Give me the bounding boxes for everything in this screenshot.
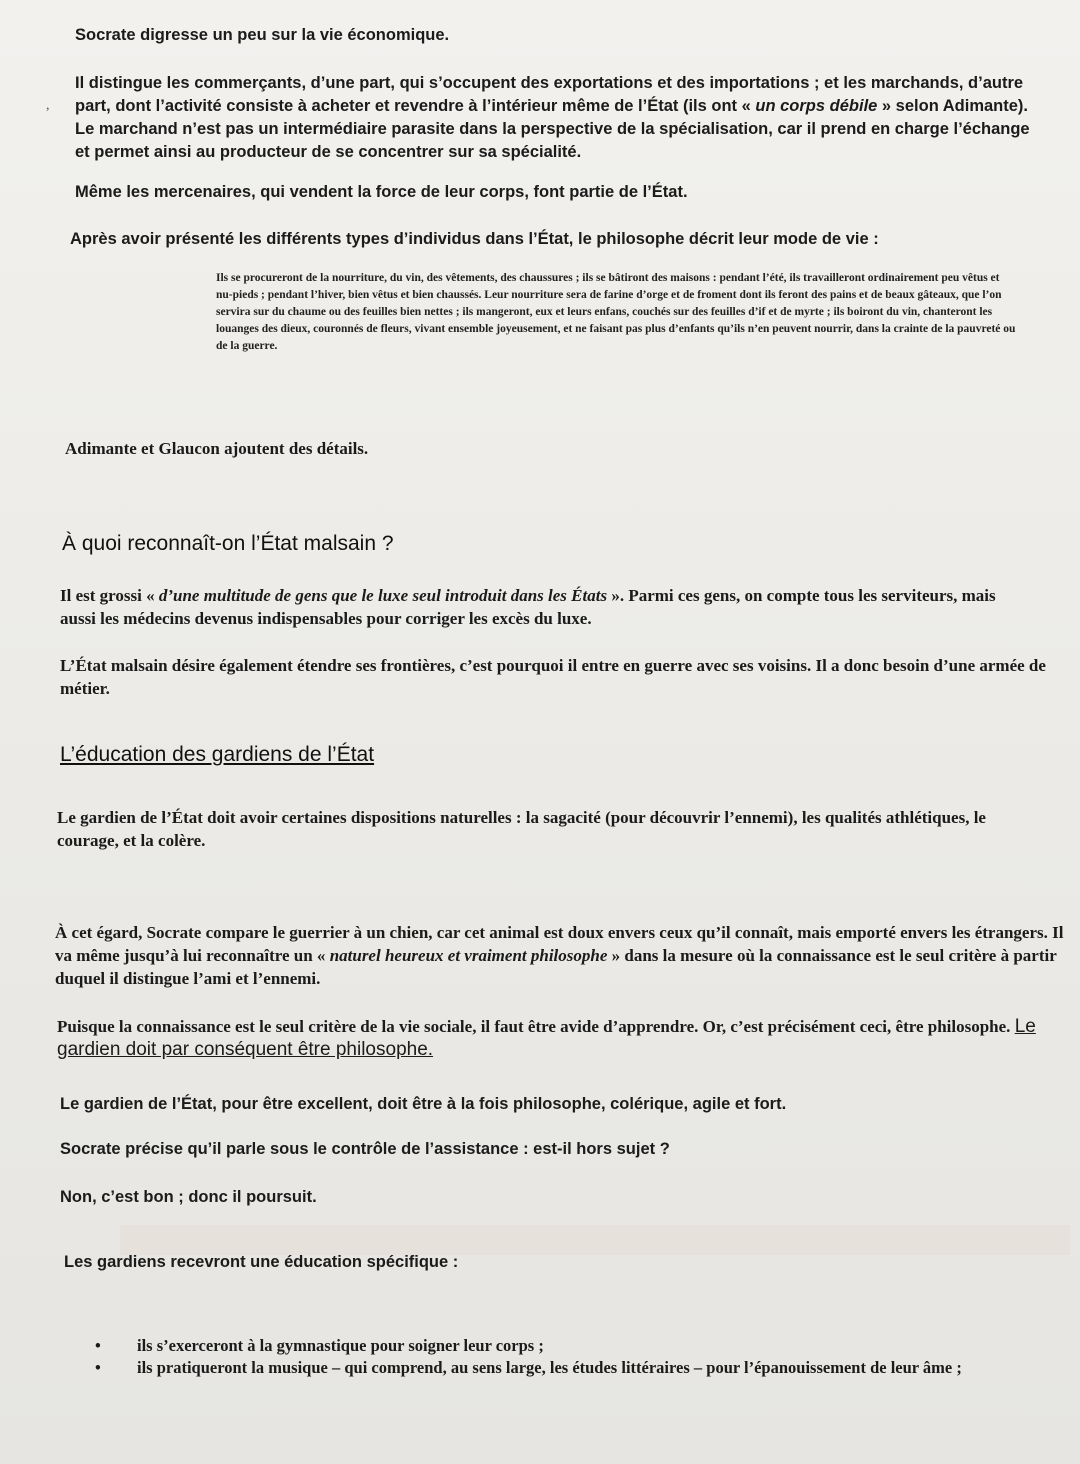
paragraph-connaissance-underlined: Le gardien doit par conséquent être philosophe. — [57, 1016, 1036, 1060]
paragraph-excellent: Le gardien de l’État, pour être excellent, doit être à la fois philosophe, colérique, agile et fort. — [60, 1095, 787, 1113]
paragraph-commerce — [75, 72, 1045, 164]
paragraph-commerce-a: Il distingue les commerçants, d’une part, qui s’occupent des exportations et des importations ; et les marchands, d’autre part, dont l’activité consiste à acheter et revendre à l’intérieur même de l’État (ils ont « — [75, 74, 1024, 115]
paragraph-chien-em: naturel heureux et vraiment philosophe — [329, 946, 608, 965]
paragraph-education-specifique: Les gardiens recevront une éducation spécifique : — [64, 1253, 459, 1271]
paragraph-chien-b: » dans la mesure où la connaissance est le seul critère à partir duquel il distingue l’ami et l’ennemi. — [55, 946, 1057, 988]
bullet-icon: • — [95, 1358, 101, 1377]
paragraph-grossi-em: d’une multitude de gens que le luxe seul introduit dans les États — [158, 586, 608, 605]
heading-education-gardiens: L’éducation des gardiens de l’État — [60, 743, 375, 766]
paragraph-commerce-em: un corps débile — [755, 97, 878, 115]
paragraph-frontieres: L’État malsain désire également étendre ses frontières, c’est pourquoi il entre en guerre avec ses voisins. Il a donc besoin d’une armée de métier. — [60, 656, 1046, 698]
paragraph-commerce-b: » selon Adimante). Le marchand n’est pas un intermédiaire parasite dans la perspective de la spécialisation, car il prend en charge l’échange et permet ainsi au producteur de se concentrer sur sa spécialité. — [75, 97, 1030, 161]
list-item — [95, 1357, 1045, 1379]
paragraph-grossi — [60, 584, 1020, 630]
paragraph-connaissance-a: Puisque la connaissance est le seul critère de la vie sociale, il faut être avide d’apprendre. Or, c’est précisément ceci, être philosophe. — [57, 1017, 1011, 1036]
paragraph-chien — [55, 921, 1065, 990]
paragraph-dispositions: Le gardien de l’État doit avoir certaines dispositions naturelles : la sagacité (pour découvrir l’ennemi), les qualités athlétiques, le courage, et la colère. — [57, 808, 986, 850]
list-item — [95, 1335, 1045, 1357]
list-item-text: ils s’exerceront à la gymnastique pour soigner leur corps ; — [137, 1336, 544, 1355]
paragraph-mercenaires: Même les mercenaires, qui vendent la force de leur corps, font partie de l’État. — [75, 183, 688, 201]
paragraph-grossi-a: Il est grossi « — [60, 586, 159, 605]
education-list — [95, 1335, 1045, 1379]
paragraph-controle: Socrate précise qu’il parle sous le contrôle de l’assistance : est-il hors sujet ? — [60, 1140, 670, 1158]
intro-paragraph: Socrate digresse un peu sur la vie économique. — [75, 26, 450, 44]
heading-etat-malsain: À quoi reconnaît-on l’État malsain ? — [62, 532, 394, 555]
paragraph-connaissance — [57, 1015, 1057, 1061]
paragraph-mode-de-vie: Après avoir présenté les différents types d’individus dans l’État, le philosophe décrit leur mode de vie : — [70, 230, 879, 248]
paragraph-poursuit: Non, c’est bon ; donc il poursuit. — [60, 1188, 317, 1206]
margin-mark: , — [46, 98, 50, 113]
list-item-text: ils pratiqueront la musique – qui comprend, au sens large, les études littéraires – pour l’épanouissement de leur âme ; — [137, 1358, 962, 1377]
bullet-icon: • — [95, 1336, 101, 1355]
paragraph-chien-a: À cet égard, Socrate compare le guerrier à un chien, car cet animal est doux envers ceux qu’il connaît, mais emporté envers les étrangers. Il va même jusqu’à lui reconnaître un « — [55, 923, 1064, 965]
paragraph-adimante: Adimante et Glaucon ajoutent des détails. — [65, 439, 369, 458]
block-quote: Ils se procureront de la nourriture, du vin, des vêtements, des chaussures ; ils se bâtiront des maisons : pendant l’été, ils travailleront ordinairement peu vêtus et nu-pieds ; pendant l’hiver, bien vêtus et bien chaussés. Leur nourriture sera de farine d’orge et de froment dont ils feront des pains et de beaux gâteaux, que l’on servira sur du chaume ou des feuilles bien nettes ; ils mangeront, eux et leurs enfans, couchés sur des feuilles d’if et de myrte ; ils boiront du vin, chanteront les louanges des dieux, couronnés de fleurs, vivant ensemble joyeusement, et ne faisant pas plus d’enfants qu’ils n’en peuvent nourrir, dans la crainte de la pauvreté ou de la guerre. — [216, 272, 1016, 352]
paragraph-grossi-b: ». Parmi ces gens, on compte tous les serviteurs, mais aussi les médecins devenus indispensables pour corriger les excès du luxe. — [60, 586, 996, 628]
